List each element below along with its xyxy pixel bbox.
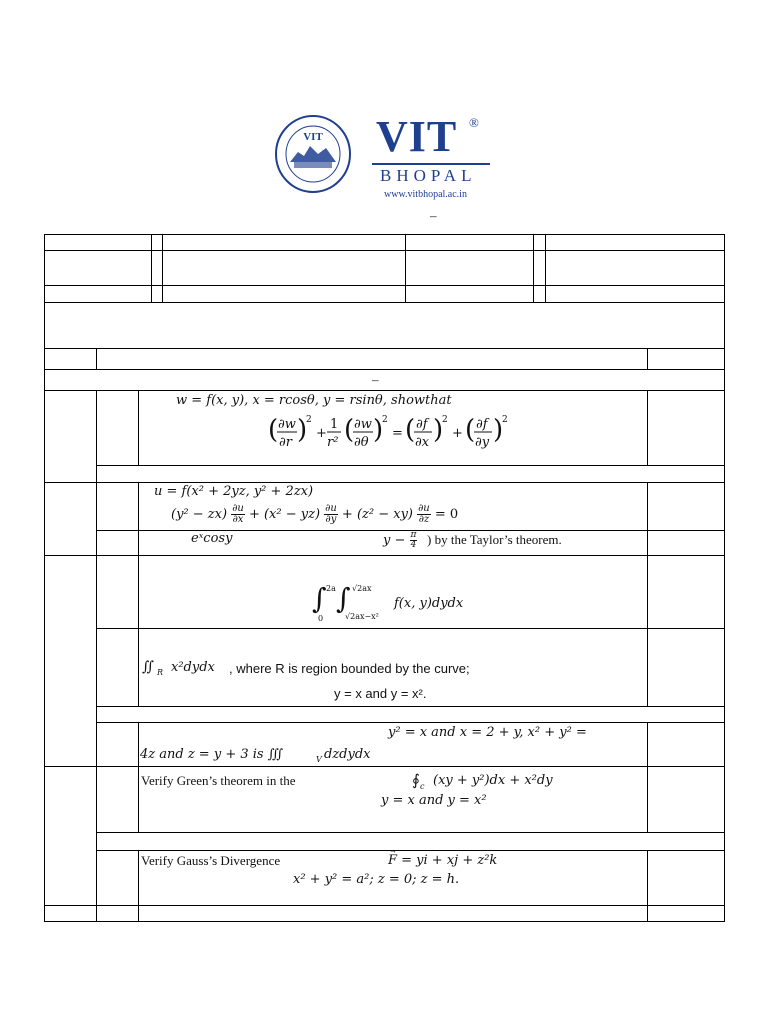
table-border — [647, 390, 648, 465]
q1a-equation — [268, 408, 520, 456]
table-border — [96, 628, 725, 629]
integral-inner: ∫ — [336, 582, 351, 615]
table-border — [96, 390, 97, 922]
q2a-term2: + (x² − yz) — [248, 507, 321, 522]
q4a-expression: (xy + y²)dx + x²dy — [433, 773, 553, 788]
svg-text:2: 2 — [502, 415, 508, 425]
svg-text:∂y: ∂y — [475, 435, 490, 450]
table-border — [96, 465, 725, 466]
q3b-region: R — [157, 668, 164, 677]
q4a-curves: y = x and y = x² — [381, 793, 487, 808]
svg-text:(: ( — [405, 415, 416, 445]
q2b-text: ) by the Taylor’s theorem. — [427, 532, 562, 547]
svg-text:1: 1 — [330, 417, 339, 432]
q3c-volume-sub: V — [316, 755, 322, 764]
table-border — [151, 234, 152, 302]
q4a-text: Verify Green’s theorem in the — [141, 773, 296, 788]
table-border — [96, 348, 97, 370]
du-dy-fraction: $\frac{\partial u}{\partial y}$ — [325, 503, 337, 525]
table-border — [96, 706, 725, 707]
registered-mark: ® — [469, 115, 479, 130]
table-border — [44, 234, 725, 235]
logo-city: BHOPAL — [380, 166, 477, 185]
svg-text:2: 2 — [442, 415, 448, 425]
integral-outer: ∫ — [312, 582, 327, 615]
table-border — [138, 722, 139, 832]
table-border — [96, 832, 725, 833]
seal-inner-text: VIT — [303, 131, 323, 143]
table-border — [44, 905, 725, 906]
svg-text:∂f: ∂f — [476, 417, 488, 432]
table-border — [647, 850, 648, 922]
section-dash: – — [372, 372, 379, 387]
contour-integral: ∮ — [412, 771, 420, 789]
svg-text:(: ( — [465, 415, 476, 445]
q2a-term1: (y² − zx) — [171, 507, 228, 522]
q3a-lower-outer: 0 — [318, 614, 324, 623]
q4a-curve-sub: c — [420, 782, 425, 791]
svg-text:∂θ: ∂θ — [354, 435, 369, 450]
table-border — [44, 285, 725, 286]
svg-text:): ) — [297, 415, 308, 445]
q3b-integrand: x²dydx — [171, 660, 215, 675]
svg-text:∂r: ∂r — [279, 435, 292, 450]
table-border — [647, 348, 648, 370]
svg-text:∂w: ∂w — [278, 417, 296, 432]
q3c-line2: 4z and z = y + 3 is ∭ — [140, 747, 284, 762]
table-border — [647, 722, 648, 832]
svg-text:r²: r² — [327, 435, 339, 450]
table-border — [44, 348, 725, 349]
svg-text:+: + — [452, 426, 463, 441]
svg-text:∂f: ∂f — [416, 417, 428, 432]
vit-seal-logo — [274, 114, 352, 194]
svg-text:∂x: ∂x — [415, 435, 430, 450]
q3a-upper-outer: 2a — [326, 584, 336, 593]
q3a-upper-inner: √2ax — [352, 584, 372, 593]
svg-text:): ) — [373, 415, 384, 445]
vector-arrow-icon: → — [389, 846, 397, 855]
svg-text:∂w: ∂w — [354, 417, 372, 432]
table-border — [44, 302, 45, 348]
q4b-bounds: x² + y² = a²; z = 0; z = h. — [293, 872, 460, 887]
table-border — [44, 555, 725, 556]
table-border — [545, 234, 546, 302]
table-border — [533, 234, 534, 302]
logo-rule — [372, 163, 490, 165]
q2a-equation — [171, 504, 458, 525]
svg-text:2: 2 — [382, 415, 388, 425]
q2a-end: = 0 — [434, 507, 459, 522]
q3a-lower-inner: √2ax−x² — [345, 612, 379, 621]
double-integral: ∬ — [142, 659, 154, 675]
q2b-y: y − — [383, 533, 406, 548]
q2a-given: u = f(x² + 2yz, y² + 2zx) — [154, 484, 314, 499]
q4b-text: Verify Gauss’s Divergence — [141, 853, 281, 868]
table-border — [162, 234, 163, 302]
table-border — [44, 921, 725, 922]
table-border — [44, 369, 725, 370]
table-border — [647, 482, 648, 706]
q3b-curves: y = x and y = x². — [334, 686, 427, 701]
title-dash: – — [430, 208, 437, 223]
table-border — [44, 390, 725, 391]
q1a-given: w = f(x, y), x = rcosθ, y = rsinθ, showthat — [176, 393, 452, 408]
svg-text:): ) — [433, 415, 444, 445]
table-border — [138, 482, 139, 706]
table-border — [405, 234, 406, 302]
table-border — [44, 234, 45, 302]
q2b-function: eˣcosy — [191, 531, 233, 546]
pi-over-4: $\frac{\pi}{4}$ — [410, 530, 417, 550]
svg-text:(: ( — [344, 415, 355, 445]
svg-text:(: ( — [268, 415, 279, 445]
logo-url: www.vitbhopal.ac.in — [384, 189, 467, 200]
du-dz-fraction: $\frac{\partial u}{\partial z}$ — [418, 503, 430, 525]
table-border — [724, 348, 725, 922]
q3a-integrand: f(x, y)dydx — [394, 596, 464, 611]
q3c-end: dzdydx — [324, 747, 371, 762]
svg-text:=: = — [392, 426, 403, 441]
svg-text:): ) — [493, 415, 504, 445]
du-dx-fraction: $\frac{\partial u}{\partial x}$ — [232, 503, 244, 525]
q2a-term3: + (z² − xy) — [341, 507, 413, 522]
table-border — [44, 348, 45, 922]
table-border — [44, 250, 725, 251]
table-border — [44, 302, 725, 303]
table-border — [138, 850, 139, 922]
table-border — [724, 234, 725, 302]
table-border — [96, 722, 725, 723]
table-border — [724, 302, 725, 348]
q3b-text: , where R is region bounded by the curve; — [229, 661, 470, 676]
svg-text:+: + — [316, 426, 327, 441]
q3c-line1: y² = x and x = 2 + y, x² + y² = — [388, 725, 587, 740]
table-border — [138, 390, 139, 465]
table-border — [96, 850, 725, 851]
q2b-expansion — [383, 531, 417, 550]
svg-text:2: 2 — [306, 415, 312, 425]
logo-wordmark: VIT — [376, 112, 458, 161]
q4b-field: F = yi + xj + z²k — [388, 853, 498, 868]
table-border — [44, 482, 725, 483]
table-border — [44, 766, 725, 767]
